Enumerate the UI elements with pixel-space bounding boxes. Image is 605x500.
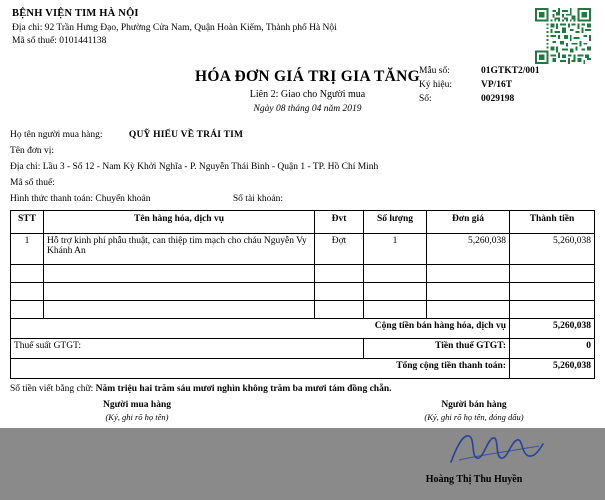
form-value: 01GTKT2/001 [481,66,540,76]
table-row-empty [11,283,595,301]
table-header-row [11,211,595,234]
serial-label: Ký hiệu: [419,80,452,90]
buyer-name-row [10,130,595,140]
invoice-title-block [10,68,595,124]
buyer-name-label: Họ tên người mua hàng: [10,130,103,140]
form-label: Mẫu số: [419,66,450,76]
cell-name: Hỗ trợ kinh phí phẫu thuật, can thiệp tim mạch cho cháu Nguyễn Vy Khánh An [44,234,315,265]
company-tax-code: Mã số thuế: 0101441138 [12,36,107,46]
buyer-company-label: Tên đơn vị: [10,146,55,156]
col-stt: STT [11,211,44,234]
buyer-address-value: Lầu 3 - Số 12 - Nam Kỳ Khởi Nghĩa - P. Nguyễn Thái Bình - Quận 1 - TP. Hồ Chí Minh [42,162,379,172]
col-unit: Đvt [315,211,364,234]
account-number-label: Số tài khoản: [232,194,284,204]
col-name: Tên hàng hóa, dịch vụ [44,211,315,234]
buyer-fields [10,130,595,204]
meta-row-serial [419,80,595,90]
seller-signature-name: Hoàng Thị Thu Huyền [425,474,523,485]
invoice-body [10,8,595,485]
serial-value: VP/16T [481,80,513,90]
signature-area [10,400,595,500]
buyer-address-row [10,162,595,172]
table-row-empty [11,265,595,283]
col-price: Đơn giá [427,211,510,234]
company-address: Địa chỉ: 92 Trần Hưng Đạo, Phường Cửa Nam, Quận Hoàn Kiếm, Thành phố Hà Nội [12,23,337,33]
cell-price: 5,260,038 [427,234,510,265]
vat-amount-value: 0 [510,339,595,359]
col-amount: Thành tiền [510,211,595,234]
subtotal-value: 5,260,038 [510,319,595,339]
summary-row-subtotal [11,319,595,339]
buyer-signature-title: Người mua hàng [103,400,171,410]
cell-unit: Đợt [315,234,364,265]
cell-amount: 5,260,038 [510,234,595,265]
invoice-date: Ngày 08 tháng 04 năm 2019 [253,104,362,114]
handwritten-signature-icon [435,426,555,468]
company-name: BỆNH VIỆN TIM HÀ NỘI [12,8,139,19]
summary-row-vat [11,339,595,359]
amount-in-words-value: Năm triệu hai trăm sáu mươi nghìn không trăm ba mươi tám đồng chẵn. [95,384,392,394]
cell-qty: 1 [364,234,427,265]
cell-stt: 1 [11,234,44,265]
buyer-signature-note: (Ký, ghi rõ họ tên) [105,412,169,422]
table-row-empty [11,301,595,319]
meta-row-form [419,66,595,76]
buyer-tax-row [10,178,595,188]
buyer-tax-label: Mã số thuế: [10,178,55,188]
table-row [11,234,595,265]
vat-rate-label: Thuế suất GTGT: [11,339,364,359]
invoice-meta [419,66,595,108]
col-qty: Số lượng [364,211,427,234]
page-title: HÓA ĐƠN GIÁ TRỊ GIA TĂNG [195,68,420,85]
qr-code-icon [535,8,591,64]
number-value: 0029198 [481,94,515,104]
number-label: Số: [419,94,432,104]
vat-amount-label: Tiền thuế GTGT: [364,339,510,359]
seller-signature-note: (Ký, ghi rõ họ tên, đóng dấu) [424,412,524,422]
buyer-signature-block [62,400,212,422]
payment-row [10,194,595,204]
seller-signature-title: Người bán hàng [441,400,507,410]
amount-in-words [10,384,595,394]
invoice-copy-label: Liên 2: Giao cho Người mua [249,89,366,100]
invoice-header [10,8,595,66]
invoice-table [10,210,595,379]
total-value: 5,260,038 [510,359,595,379]
total-label: Tổng cộng tiền thanh toán: [11,359,510,379]
amount-in-words-label: Số tiền viết bằng chữ: [10,384,94,394]
summary-row-total [11,359,595,379]
meta-row-number [419,94,595,104]
buyer-name-value: QUỸ HIỂU VỀ TRÁI TIM [128,130,244,140]
buyer-address-label: Địa chỉ: [10,162,41,172]
subtotal-label: Cộng tiền bán hàng hóa, dịch vụ [11,319,510,339]
payment-method-label: Hình thức thanh toán: [10,194,93,204]
payment-method-value: Chuyển khoản [95,194,151,204]
buyer-company-row [10,146,595,156]
